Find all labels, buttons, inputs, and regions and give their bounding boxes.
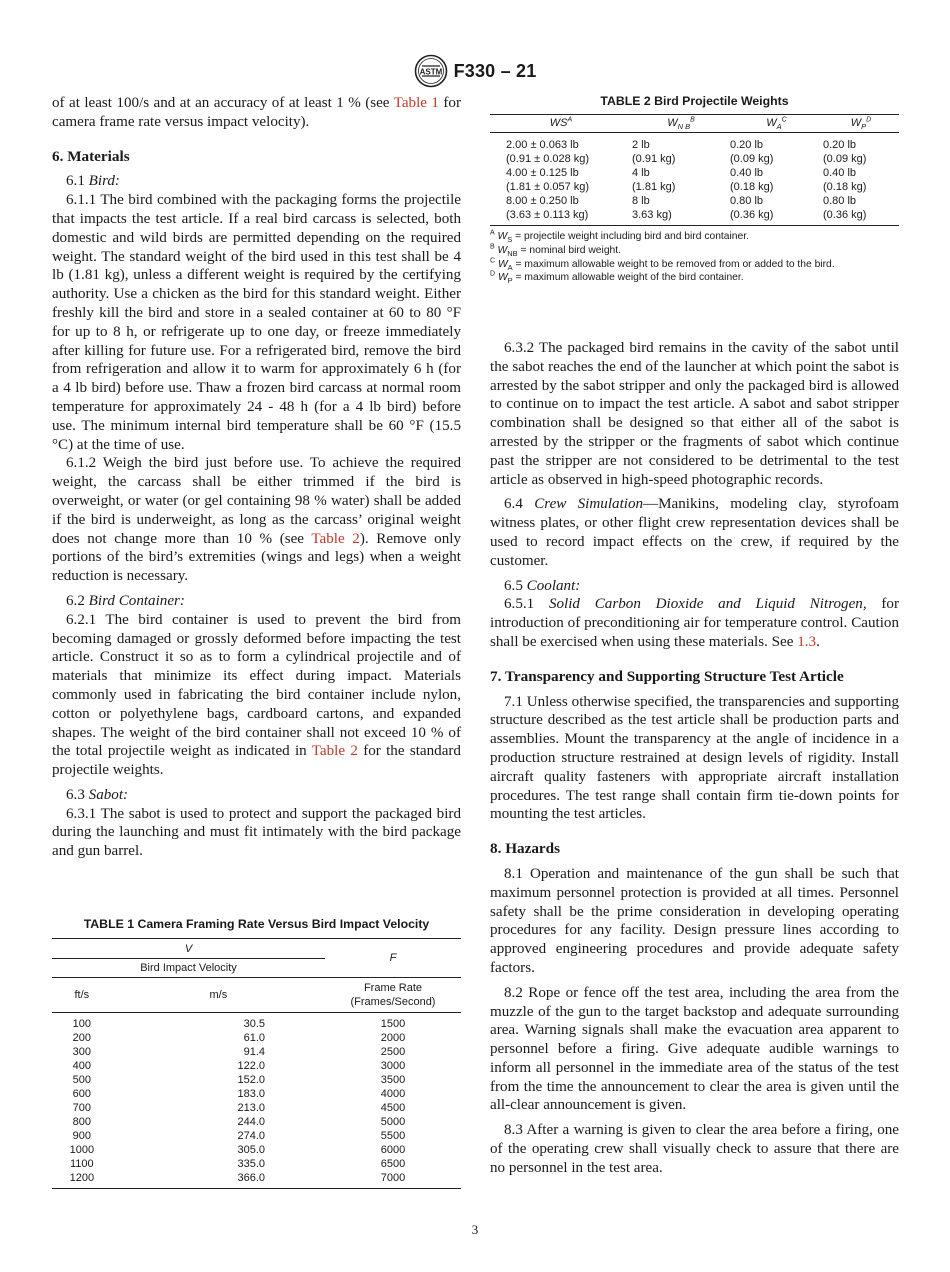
table-row [490, 166, 899, 180]
table-1-cell-ms: 30.5 [243, 1018, 265, 1030]
table-1-cell-fts: 100 [72, 1018, 92, 1030]
col-wa: $W_A^C$ [730, 115, 823, 133]
table-2-cell: (0.18 kg) [730, 181, 774, 193]
paragraph-6-2-1: 6.2.1 The bird container is used to prevent the bird from becoming damaged or grossly deformed before impacting the test article. Construct it so as to form a cylindrical projectile and of materials that minimize its effect during impact. Materials commonly used in fabricating the bird container include nylon, cotton or polyethylene bags, cardboard cartons, and expanded shapes. The weight of the bird container shall not exceed 10 % of the total projectile weight as indicated in Table 2 for the standard projectile weights. [52, 611, 461, 779]
table-1-cell-fr: 6000 [380, 1144, 406, 1156]
table-row [52, 1087, 461, 1101]
table-2-cell: 3.63 kg) [632, 208, 730, 226]
section-6-2: 6.2 Bird Container: [66, 592, 185, 609]
footnote: $^B$ $W_{NB}$ = nominal bird weight. [490, 243, 621, 258]
footnote: $^D$ $W_P$ = maximum allowable weight of the bird container. [490, 270, 744, 286]
velocity-symbol: V [52, 939, 325, 959]
table-1-cell-fts: 800 [72, 1116, 92, 1128]
table-2-cell: 0.80 lb [730, 195, 764, 207]
table-2-footnotes [490, 230, 899, 285]
col-wnb: $W_{N B}^B$ [632, 115, 730, 133]
velocity-label: Bird Impact Velocity [140, 962, 237, 974]
table-2-grid [490, 114, 899, 226]
section-6-heading: 6. Materials [52, 147, 130, 165]
table-row [490, 133, 899, 153]
table-2-link[interactable]: Table 2 [311, 530, 360, 547]
table-1-cell-fts: 300 [72, 1046, 92, 1058]
table-1-cell-ms: 122.0 [237, 1060, 265, 1072]
table-2-cell: 8.00 ± 0.250 lb [506, 195, 579, 207]
paragraph-6-3-2: 6.3.2 The packaged bird remains in the cavity of the sabot until the sabot reaches the end of the launcher at which point the sabot is arrested by the sabot stripper and only the packaged bird is allowed to continue on to impact the test article. A sabot and sabot stripper combination shall be designed so that either all of the sabot is arrested by the stripper or the fragments of sabot which continue past the stripper are not considered to be detrimental to the test article as observed in high-speed photographic records. [490, 340, 899, 488]
table-1-cell-fr: 3500 [380, 1074, 406, 1086]
table-1-cell-fr: 5000 [380, 1116, 406, 1128]
table-2-cell: (0.91 kg) [632, 153, 676, 165]
col-ms: m/s [112, 978, 325, 1013]
table-2-cell: 8 lb [632, 195, 650, 207]
standard-designation: F330 – 21 [453, 60, 537, 81]
table-2-cell: 0.40 lb [730, 167, 764, 179]
svg-text:ASTM: ASTM [419, 67, 442, 77]
table-1-cell-ms: 61.0 [243, 1032, 265, 1044]
table-2-cell: (0.36 kg) [823, 208, 899, 226]
paragraph-8-2: 8.2 Rope or fence off the test area, including the area from the muzzle of the gun to the target backstop and adequate surrounding area. Warning signals shall make the evacuation area apparent to personnel before a firing. Give adequate audible warnings to inform all personnel in the immediate area of the status of the test from the time the announcement to clear the area is given until the all-clear announcement is given. [490, 984, 899, 1114]
table-row [52, 1115, 461, 1129]
left-column [52, 94, 461, 861]
table-1-cell-fts: 1200 [52, 1171, 112, 1189]
paragraph-6-5-1: 6.5.1 Solid Carbon Dioxide and Liquid Nitrogen, for introduction of preconditioning air for temperature control. Caution shall be exercised when using these materials. See 1.3. [490, 596, 899, 650]
intro-paragraph: of at least 100/s and at an accuracy of at least 1 % (see Table 1 for camera frame rate versus impact velocity). [52, 95, 461, 130]
section-8-heading: 8. Hazards [490, 840, 561, 858]
table-1-cell-ms: 244.0 [237, 1116, 265, 1128]
table-2-cell: 4.00 ± 0.125 lb [506, 167, 579, 179]
col-frame-rate: Frame Rate (Frames/Second) [325, 978, 461, 1013]
paragraph-7-1: 7.1 Unless otherwise specified, the transparencies and supporting structure described as the test article shall be production parts and assemblies. Mount the transparency at the angle of incidence in a production structure restrained at design levels of rigidity. Install aircraft quality fasteners with appropriate aircraft installation procedures. The test range shall contain firm tie-down points for mounting the test articles. [490, 693, 899, 823]
table-1-cell-fts: 1100 [70, 1158, 94, 1170]
table-1-cell-fr: 2000 [380, 1032, 406, 1044]
footnote: $^C$ $W_A$ = maximum allowable weight to be removed from or added to the bird. [490, 257, 835, 272]
table-2-cell: (3.63 ± 0.113 kg) [490, 208, 632, 226]
astm-logo-icon [414, 54, 448, 88]
section-6-3: 6.3 Sabot: [66, 786, 129, 803]
col-wp: $W_P^D$ [823, 115, 899, 133]
table-1-cell-ms: 335.0 [237, 1158, 265, 1170]
table-row [52, 1031, 461, 1045]
table-2-cell: (0.09 kg) [823, 153, 867, 165]
table-1-cell-fts: 400 [72, 1060, 92, 1072]
footnote: $^A$ $W_S$ = projectile weight including bird and bird container. [490, 229, 749, 245]
section-7-heading: 7. Transparency and Supporting Structure Test Article [490, 667, 844, 685]
table-2-cell: (1.81 ± 0.057 kg) [506, 181, 590, 193]
table-row [490, 180, 899, 194]
table-row [52, 1129, 461, 1143]
table-1-cell-ms: 213.0 [237, 1102, 265, 1114]
table-1-cell-ms: 274.0 [237, 1130, 265, 1142]
table-1-cell-fr: 4000 [380, 1088, 406, 1100]
table-2-cell: 4 lb [632, 167, 650, 179]
table-2 [490, 94, 899, 285]
table-1-cell-fr: 6500 [380, 1158, 406, 1170]
table-1-cell-fts: 500 [72, 1074, 92, 1086]
table-1-cell-fr: 7000 [325, 1171, 461, 1189]
table-2-cell: 2.00 ± 0.063 lb [506, 139, 579, 151]
table-1-cell-fr: 1500 [380, 1018, 406, 1030]
table-row [490, 194, 899, 208]
table-row [52, 1171, 461, 1189]
table-1-cell-ms: 183.0 [237, 1088, 265, 1100]
table-1-title: TABLE 1 Camera Framing Rate Versus Bird Impact Velocity [83, 917, 430, 931]
table-1-cell-fts: 600 [72, 1088, 92, 1100]
table-1 [52, 917, 461, 1189]
table-1-cell-fts: 700 [72, 1102, 92, 1114]
paragraph-8-1: 8.1 Operation and maintenance of the gun shall be such that maximum personnel protection is provided at all times. Personnel safety shall be the prime consideration in developing operating procedures for any facility. Design pressure lines according to approved engineering procedures and provide adequate safety factors. [490, 865, 899, 976]
table-2-link[interactable]: Table 2 [311, 743, 358, 760]
paragraph-6-1-2: 6.1.2 Weigh the bird just before use. To achieve the required weight, the carcass shall be either trimmed if the bird is overweight, or water (or gel containing 98 % water) shall be added if the bird is underweight, as long as the carcass’ original weight does not change more than 10 % (see Table 2). Remove only portions of the bird’s extremities (wings and legs) when a weight reduction is necessary. [52, 455, 462, 585]
page-header [0, 54, 950, 93]
table-2-cell: 0.20 lb [823, 139, 857, 151]
col-fts: ft/s [52, 978, 112, 1013]
paragraph-8-3: 8.3 After a warning is given to clear the area before a firing, one of the operating crew shall visually check to assure that there are no personnel in the test area. [490, 1122, 899, 1176]
table-row [52, 1045, 461, 1059]
table-1-cell-fr: 2500 [380, 1046, 406, 1058]
table-2-cell: (0.18 kg) [823, 181, 867, 193]
paragraph-6-3-1: 6.3.1 The sabot is used to protect and support the packaged bird during the launching and must fit intimately with the bird package and gun barrel. [52, 805, 461, 860]
table-row [52, 1143, 461, 1157]
table-1-cell-fr: 3000 [380, 1060, 406, 1072]
table-1-cell-fr: 5500 [380, 1130, 406, 1142]
table-2-cell: 0.20 lb [730, 139, 764, 151]
table-1-cell-fr: 4500 [380, 1102, 406, 1114]
table-2-cell: 0.40 lb [823, 167, 857, 179]
table-row [52, 1013, 461, 1032]
table-1-cell-fts: 900 [72, 1130, 92, 1142]
table-row [52, 1059, 461, 1073]
table-2-cell: (0.36 kg) [730, 208, 823, 226]
table-2-cell: 2 lb [632, 139, 650, 151]
table-1-cell-ms: 152.0 [237, 1074, 265, 1086]
table-1-link[interactable]: Table 1 [393, 95, 439, 111]
col-ws: $WS^A$ [490, 115, 632, 133]
table-row [52, 1073, 461, 1087]
table-1-cell-fts: 1000 [69, 1144, 95, 1156]
frame-rate-symbol: F [325, 939, 461, 978]
section-6-5: 6.5 Coolant: [504, 577, 581, 594]
table-1-grid [52, 938, 461, 1189]
table-2-cell: (0.09 kg) [730, 153, 774, 165]
paragraph-6-4: 6.4 Crew Simulation—Manikins, modeling clay, styrofoam witness plates, or other flight crew representation devices shall be used to record impact effects on the crew, if required by the customer. [490, 496, 899, 569]
table-row [490, 208, 899, 226]
table-row [52, 1101, 461, 1115]
table-row [52, 1157, 461, 1171]
paragraph-6-1-1: 6.1.1 The bird combined with the packaging forms the projectile that impacts the test article. If a real bird carcass is selected, both domestic and wild birds are permitted depending on the required weight. The standard weight of the bird used in this test shall be 4 lb (1.81 kg), unless a different weight is required by the certifying authority. Use a chicken as the bird for this standard weight. Either freshly kill the bird and store in a sealed container at 60 to 80 °F for up to 8 h, or refrigerate up to one day, or freeze immediately after killing for future use. For a refrigerated bird, remove the bird from refrigeration and allow it to warm for approximately 6 h (for a 4 lb bird) before use. Thaw a frozen bird carcass at normal room temperature for approximately 24 - 48 h (for a 4 lb bird) before use. The minimum internal bird temperature shall be 60 °F (15.5 °C) at the time of use. [52, 192, 461, 453]
table-2-cell: (1.81 kg) [632, 181, 676, 193]
table-2-title: TABLE 2 Bird Projectile Weights [600, 94, 789, 108]
section-1-3-link[interactable]: 1.3 [797, 633, 817, 650]
section-6-1: 6.1 Bird: [66, 173, 120, 190]
table-1-cell-fts: 200 [72, 1032, 92, 1044]
table-2-cell: 0.80 lb [823, 195, 857, 207]
table-row [490, 152, 899, 166]
table-2-cell: (0.91 ± 0.028 kg) [506, 153, 590, 165]
right-column [490, 339, 899, 1178]
table-1-cell-ms: 91.4 [243, 1046, 265, 1058]
table-1-cell-ms: 305.0 [237, 1144, 265, 1156]
page-number: 3 [471, 1222, 479, 1237]
table-1-cell-ms: 366.0 [112, 1171, 325, 1189]
